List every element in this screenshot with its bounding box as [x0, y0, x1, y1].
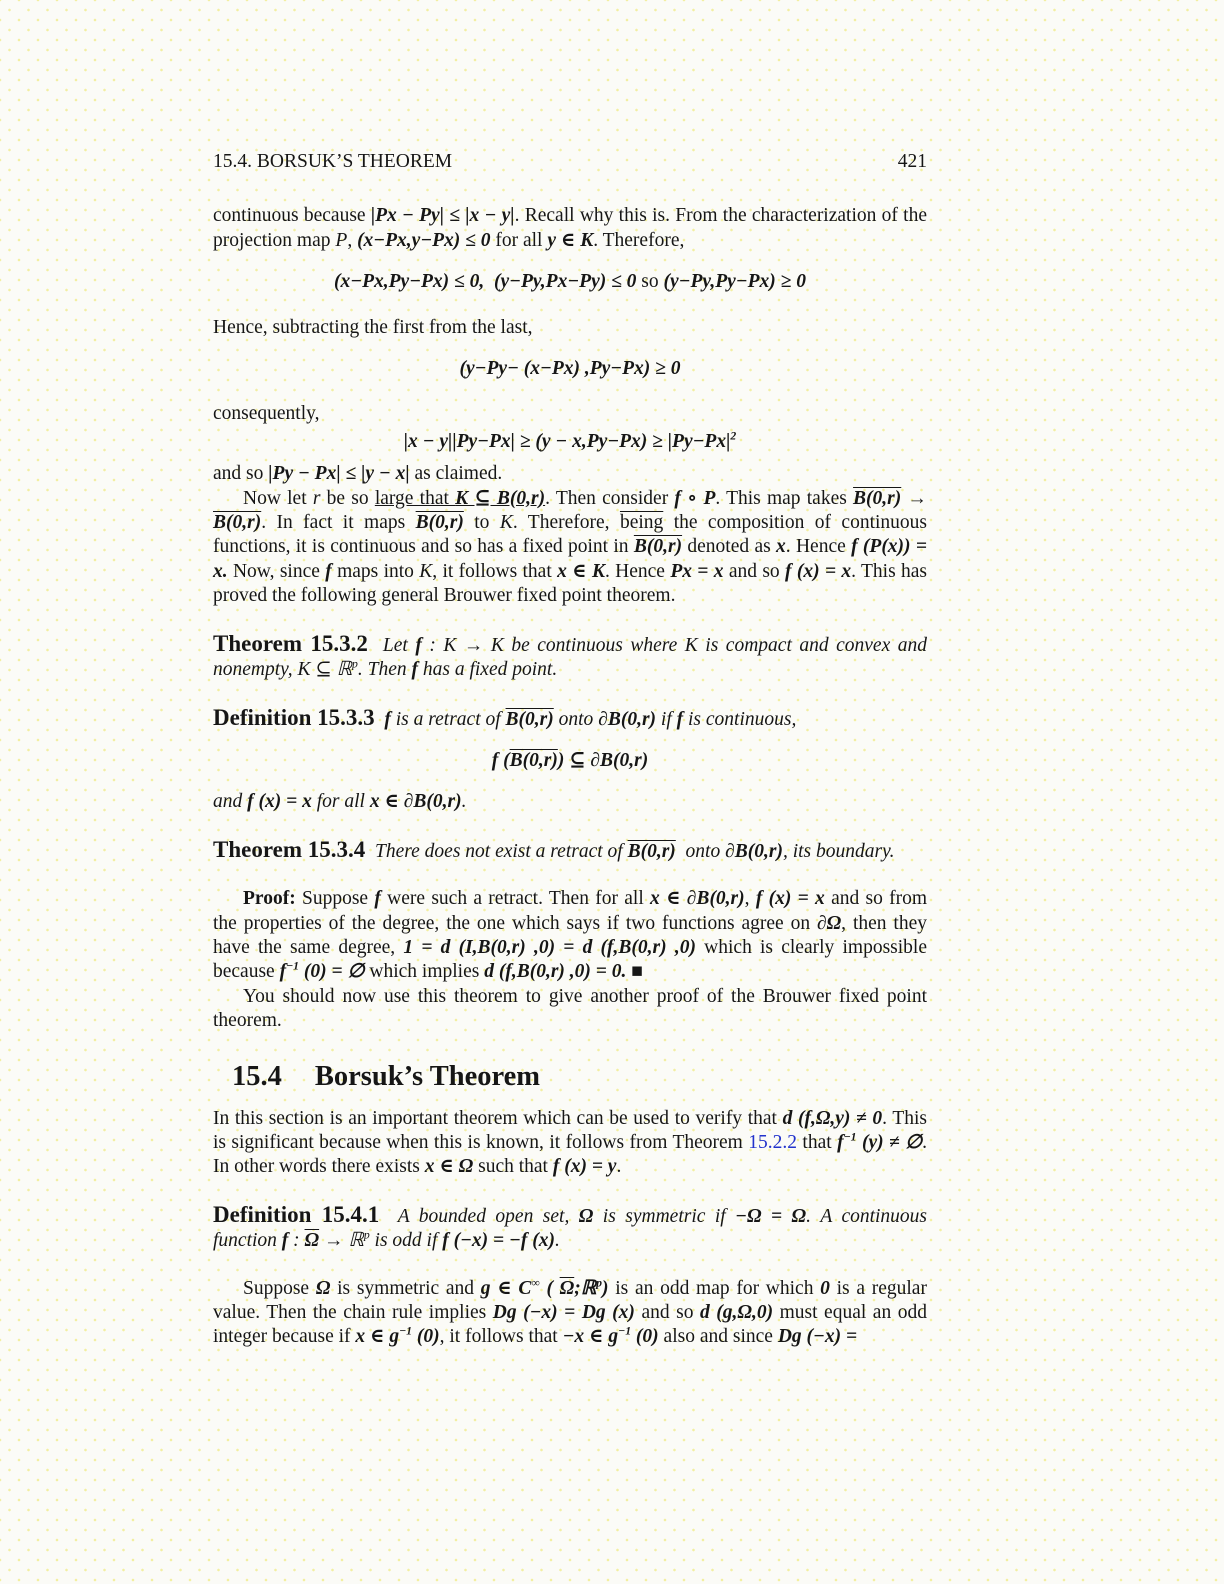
text-run: P	[335, 229, 348, 251]
paragraph-hence-subtracting	[213, 316, 927, 340]
text-run: r	[312, 487, 321, 509]
text-run: Definition 15.3.3	[213, 704, 375, 730]
definition-15-4-1	[213, 1201, 932, 1254]
text-run: , it follows that	[439, 1326, 563, 1348]
text-run: d (f,Ω,y) ≠ 0	[782, 1107, 883, 1129]
text-run: Borsuk’s Theorem	[314, 1060, 540, 1092]
text-run: ∞	[531, 1276, 540, 1290]
text-run: . Hence	[785, 536, 852, 558]
text-run: f	[676, 708, 684, 730]
text-run: f	[374, 888, 381, 910]
text-run: and so from the properties of the degree, the one which says if two functions agree on	[213, 888, 932, 934]
text-run: |Py − Px| ≤ |y − x|	[268, 463, 410, 485]
text-run: 0	[820, 1277, 830, 1299]
text-run: . Then consider	[545, 487, 675, 509]
text-run: K	[419, 560, 433, 582]
text-run: to	[463, 512, 500, 534]
paragraph-proof	[213, 887, 932, 985]
text-run: Definition 15.4.1	[213, 1201, 380, 1227]
section-heading-borsuk	[213, 1061, 927, 1093]
text-run: (	[539, 1277, 560, 1299]
running-header	[213, 150, 927, 174]
definition-15-3-3	[213, 706, 927, 732]
text-run: →	[901, 487, 932, 509]
text-run: B(0,r)	[509, 749, 558, 771]
text-run: (y) ≠ ∅	[856, 1131, 923, 1153]
text-run: large that	[374, 487, 456, 509]
text-run: (0)	[631, 1326, 659, 1348]
text-run: is an odd map for which	[608, 1277, 821, 1299]
text-run: were such a retract. Then for all	[380, 888, 651, 910]
text-run: .	[461, 791, 467, 813]
text-run: and	[213, 791, 248, 813]
text-run: as claimed.	[409, 463, 503, 485]
text-run	[375, 709, 385, 730]
text-run: f (	[491, 749, 510, 771]
text-run: . In other words there exists	[213, 1131, 932, 1178]
paragraph-consequently	[213, 402, 927, 426]
text-run: Proof:	[243, 888, 302, 910]
text-run: .	[554, 1230, 560, 1252]
text-run: x ∈ K	[557, 560, 605, 582]
text-run: has a fixed point.	[418, 659, 558, 681]
text-run: is continuous,	[683, 708, 797, 730]
text-run: Theorem 15.3.4	[213, 836, 366, 862]
page-content	[213, 150, 932, 1350]
text-run: .	[616, 1156, 622, 1178]
text-run: Suppose	[243, 1277, 316, 1299]
text-run: that	[797, 1131, 838, 1153]
text-run: . This has proved the following general Brouwer fixed point theorem.	[213, 560, 932, 607]
text-run: and so	[213, 463, 269, 485]
paragraph-section-intro	[213, 1107, 932, 1180]
text-run: −Ω = Ω	[735, 1205, 807, 1227]
text-run: B(0,r)	[505, 708, 554, 730]
text-body	[213, 204, 932, 1349]
paragraph-fixed-point-argument	[213, 487, 932, 609]
text-run: . A continuous function	[213, 1205, 932, 1252]
text-run: for all	[311, 791, 370, 813]
text-run: B(0,r)	[627, 840, 676, 862]
text-run: onto	[675, 840, 726, 862]
text-run: A bounded open set,	[379, 1205, 579, 1227]
text-run: B(0,r)	[633, 536, 683, 558]
text-run: must equal an odd integer because if	[213, 1302, 932, 1348]
text-run: onto	[553, 708, 599, 730]
text-run: . In fact it maps	[261, 512, 416, 534]
text-run: Now let	[243, 487, 313, 509]
text-run: f	[411, 659, 418, 681]
text-run: . Hence	[604, 560, 671, 582]
text-run: and so	[723, 560, 786, 582]
text-run: , then they have the same degree,	[213, 912, 932, 958]
text-run: Ω	[315, 1277, 331, 1299]
text-run: B(0,r)	[415, 512, 464, 534]
text-run: :	[288, 1230, 305, 1252]
paragraph-use-theorem	[213, 985, 932, 1034]
page-number: 421	[897, 151, 927, 172]
text-run: is a retract of	[390, 708, 506, 730]
text-run: d (f,B(0,r) ,0) = 0.	[484, 961, 627, 983]
text-run: (x−Px,y−Px) ≤ 0	[357, 229, 491, 251]
text-run: is odd if	[369, 1230, 443, 1252]
text-run: y ∈ K	[547, 229, 594, 251]
text-run: (0)	[412, 1326, 440, 1348]
text-run: , its boundary.	[782, 840, 895, 862]
text-run: f	[325, 560, 332, 582]
text-run: if	[656, 708, 677, 730]
text-run: f (x) = x	[785, 560, 852, 582]
text-run: x ∈ g	[355, 1326, 400, 1348]
equation-projection-inequalities	[213, 270, 927, 294]
text-run: Suppose	[302, 888, 375, 910]
text-run: ■	[626, 961, 644, 983]
text-run: which implies	[364, 961, 485, 983]
equation-retract-definition	[213, 749, 927, 773]
text-run: Dg (−x) = Dg (x)	[492, 1302, 635, 1323]
text-run: f (P(x)) = x.	[213, 536, 932, 582]
text-run: . Then	[357, 659, 412, 681]
text-run: also and since	[658, 1326, 778, 1348]
text-run: ,	[744, 888, 756, 910]
text-run: which is clearly impossible because	[213, 936, 932, 983]
text-run: . This is significant because when this is known, it follows from Theorem	[213, 1107, 932, 1153]
text-run: |Px − Py| ≤ |x − y|	[370, 205, 515, 227]
text-run: d (g,Ω,0)	[700, 1302, 774, 1323]
text-run: f ∘ P	[674, 487, 716, 509]
text-run: Ω	[578, 1205, 594, 1227]
text-run: You should now use this theorem to give another proof of the Brouwer fixed point theorem.	[213, 985, 932, 1032]
text-run: f (x) = x	[755, 888, 825, 910]
paragraph-projection-continuity	[213, 204, 932, 253]
text-run: Px = x	[670, 560, 724, 582]
text-run: x ∈ Ω	[424, 1156, 474, 1178]
text-run: f (x) = y	[552, 1156, 617, 1178]
text-run: ∂Ω	[816, 912, 842, 934]
text-run: . Recall why this is. From the characterization of the projection map	[213, 205, 932, 251]
text-run: f (−x) = −f (x)	[442, 1230, 555, 1252]
text-run: −1	[843, 1130, 857, 1144]
equation-cauchy-schwarz	[213, 430, 927, 454]
text-run: be so	[320, 487, 375, 509]
text-run: p	[363, 1228, 370, 1242]
text-run: $\overline{\Omega}$	[304, 1230, 320, 1252]
text-run: f	[279, 961, 287, 983]
text-run: is a regular value. Then the chain rule implies	[213, 1277, 932, 1323]
text-run: −x ∈ g	[562, 1326, 619, 1348]
text-run: consequently,	[213, 403, 320, 425]
text-run: ∂B(0,r)	[598, 708, 657, 730]
text-run: f	[384, 708, 391, 730]
text-run: . Therefore,	[512, 512, 620, 534]
text-run: 1 = d (I,B(0,r) ,0) = d (f,B(0,r) ,0)	[403, 936, 696, 958]
text-run: Let	[367, 634, 416, 656]
theorem-ref-link[interactable]: 15.2.2	[748, 1131, 798, 1153]
text-run: (y−Py,Py−Px) ≥ 0	[663, 271, 806, 293]
text-run: being	[619, 512, 664, 534]
text-run: : K → K be continuous where K is compact and convex and nonempty, K ⊆ ℝ	[213, 634, 932, 681]
text-run: −1	[618, 1324, 632, 1338]
text-run: is symmetric if	[593, 1205, 736, 1227]
text-run: Now, since	[227, 560, 326, 582]
text-run: the composition of continuous functions, it is continuous and so has a fixed point in	[213, 512, 932, 558]
text-run: → ℝ	[319, 1230, 364, 1252]
text-run: p	[596, 1276, 602, 1290]
text-run: denoted as	[682, 536, 777, 558]
text-run: (0) = ∅	[299, 961, 365, 983]
text-run: for all	[490, 229, 548, 251]
text-run: such that	[473, 1156, 553, 1178]
text-run: . This map takes	[715, 487, 854, 509]
text-run: B(0,r)	[853, 487, 902, 509]
equation-subtracted	[213, 357, 927, 381]
text-run: −1	[286, 959, 300, 973]
text-run: maps into	[331, 560, 420, 582]
text-run: ,	[347, 229, 358, 251]
paragraph-retract-identity	[213, 790, 927, 814]
text-run: f	[281, 1230, 289, 1252]
paragraph-as-claimed	[213, 462, 927, 486]
text-run: K	[499, 512, 513, 534]
text-run: There does not exist a retract of	[365, 840, 628, 862]
running-header-title: 15.4. BORSUK’S THEOREM	[213, 151, 453, 172]
text-run: ;ℝ	[574, 1277, 597, 1299]
theorem-15-3-4	[213, 838, 927, 864]
text-run: Theorem 15.3.2	[213, 630, 368, 656]
text-run: (x−Px,Py−Px) ≤ 0, (y−Py,Px−Py) ≤ 0	[334, 271, 637, 293]
text-run: Dg (−x) =	[777, 1326, 858, 1348]
text-run: 15.4	[232, 1060, 282, 1092]
text-run: f	[415, 634, 422, 656]
text-run: $\overline{\Omega}$	[559, 1277, 575, 1299]
text-run: , it follows that	[432, 560, 558, 582]
text-run: Hence, subtracting the first from the last,	[213, 316, 533, 338]
text-run: f	[837, 1131, 844, 1153]
text-run: is symmetric and	[330, 1277, 481, 1299]
theorem-15-3-2	[213, 630, 932, 683]
text-run: In this section is an important theorem which can be used to verify that	[213, 1107, 783, 1129]
text-run: continuous because	[213, 205, 371, 227]
text-run: |x − y||Py−Px| ≥ (y − x,Py−Px) ≥ |Py−Px|	[403, 430, 731, 452]
text-run: (y−Py− (x−Px) ,Py−Px) ≥ 0	[459, 358, 681, 380]
text-run: ∂B(0,r)	[725, 840, 783, 862]
paragraph-odd-map	[213, 1276, 932, 1350]
text-run: x ∈ ∂B(0,r)	[650, 888, 745, 910]
text-run: x	[776, 536, 786, 558]
text-run: f (x) = x	[247, 791, 312, 813]
text-run: −1	[399, 1324, 413, 1338]
text-run: 2	[730, 429, 737, 443]
text-run: K ⊆ B(0,r)	[455, 487, 546, 509]
text-run: )	[602, 1277, 609, 1299]
text-run: p	[352, 657, 358, 671]
text-run: g ∈ C	[480, 1277, 532, 1299]
text-run: B(0,r)	[213, 512, 262, 534]
text-run: so	[636, 271, 664, 293]
text-run: ) ⊆ ∂B(0,r)	[557, 749, 649, 771]
text-run: and so	[634, 1302, 700, 1323]
text-run: . Therefore,	[593, 229, 685, 251]
text-run: x ∈ ∂B(0,r)	[369, 791, 462, 813]
